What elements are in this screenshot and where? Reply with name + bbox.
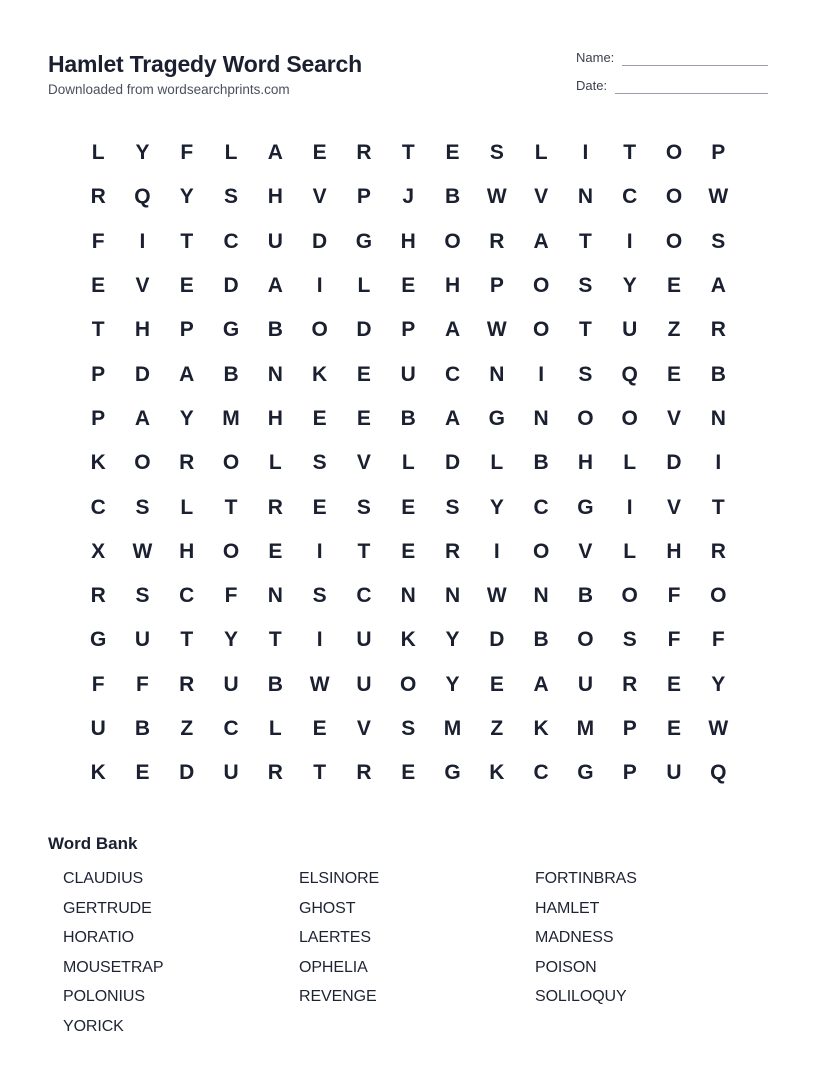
- grid-letter: U: [223, 761, 239, 785]
- grid-letter: M: [443, 717, 462, 740]
- word-bank-title: Word Bank: [48, 834, 138, 853]
- grid-letter: S: [489, 141, 504, 165]
- grid-letter: K: [400, 628, 416, 652]
- word-bank-item: FORTINBRAS: [535, 870, 637, 887]
- grid-letter: O: [710, 584, 727, 608]
- grid-letter: O: [134, 451, 151, 475]
- grid-letter: E: [312, 141, 327, 165]
- grid-letter: P: [356, 185, 371, 209]
- word-bank-item: POISON: [535, 958, 597, 976]
- word-bank-item: ELSINORE: [299, 870, 380, 887]
- grid-letter: W: [486, 318, 507, 342]
- grid-letter: O: [621, 406, 638, 430]
- grid-letter: S: [312, 451, 327, 475]
- word-bank-item: CLAUDIUS: [63, 870, 144, 887]
- grid-letter: R: [90, 185, 106, 209]
- grid-letter: N: [267, 584, 283, 608]
- grid-letter: O: [532, 318, 550, 342]
- grid-letter: E: [445, 141, 460, 165]
- name-field: [576, 50, 768, 66]
- grid-letter: U: [356, 672, 372, 696]
- word-bank-item: GHOST: [299, 899, 356, 917]
- grid-letter: S: [445, 495, 460, 519]
- grid-letter: R: [267, 761, 283, 785]
- grid-letter: W: [708, 717, 729, 740]
- grid-letter: U: [400, 362, 416, 386]
- word-bank-item: HORATIO: [63, 929, 135, 947]
- grid-letter: T: [579, 318, 592, 342]
- grid-letter: O: [621, 584, 638, 608]
- grid-letter: W: [708, 185, 729, 209]
- grid-letter: I: [139, 229, 146, 253]
- grid-letter: W: [486, 584, 507, 608]
- grid-letter: L: [623, 539, 637, 563]
- grid-letter: D: [444, 451, 461, 475]
- grid-letter: V: [667, 495, 682, 519]
- grid-letter: U: [356, 628, 372, 652]
- grid-letter: O: [532, 539, 550, 563]
- grid-letter: E: [667, 274, 682, 298]
- grid-letter: O: [444, 229, 461, 253]
- grid-letter: B: [267, 318, 283, 342]
- grid-letter: V: [356, 717, 371, 740]
- grid-letter: A: [533, 229, 549, 253]
- grid-letter: E: [489, 672, 504, 696]
- grid-letter: H: [577, 451, 593, 475]
- grid-letter: A: [179, 362, 195, 386]
- word-bank-item: MOUSETRAP: [63, 958, 164, 976]
- grid-letter: M: [576, 717, 595, 740]
- date-field: [576, 78, 768, 94]
- grid-letter: A: [444, 318, 461, 342]
- grid-letter: P: [91, 406, 106, 430]
- grid-letter: B: [223, 362, 239, 386]
- grid-letter: R: [489, 229, 505, 253]
- grid-letter: Q: [134, 185, 151, 209]
- grid-letter: L: [268, 451, 282, 475]
- grid-letter: F: [180, 141, 194, 165]
- grid-letter: B: [267, 672, 283, 696]
- grid-letter: N: [489, 362, 505, 386]
- grid-letter: D: [179, 761, 195, 785]
- grid-letter: A: [267, 274, 283, 298]
- grid-letter: O: [577, 628, 594, 652]
- grid-letter: A: [444, 406, 461, 430]
- grid-letter: I: [316, 539, 323, 563]
- grid-letter: X: [91, 539, 106, 563]
- grid-letter: Y: [622, 274, 637, 298]
- grid-letter: T: [224, 495, 238, 519]
- grid-letter: Z: [490, 717, 504, 740]
- grid-letter: S: [312, 584, 327, 608]
- grid-letter: Y: [135, 141, 150, 165]
- grid-letter: R: [710, 318, 726, 342]
- grid-letter: V: [312, 185, 327, 209]
- grid-letter: R: [179, 672, 195, 696]
- grid-letter: C: [444, 362, 461, 386]
- grid-letter: K: [312, 362, 328, 386]
- word-bank-item: GERTRUDE: [63, 899, 152, 917]
- grid-letter: C: [223, 717, 239, 740]
- grid-letter: A: [267, 141, 283, 165]
- grid-letter: G: [488, 406, 505, 430]
- word-bank-item: SOLILOQUY: [535, 988, 627, 1006]
- word-bank-item: LAERTES: [299, 929, 371, 947]
- grid-letter: N: [444, 584, 461, 608]
- grid-letter: L: [534, 141, 548, 165]
- grid-letter: S: [578, 362, 593, 386]
- grid-letter: N: [533, 406, 549, 430]
- grid-letter: H: [134, 318, 151, 342]
- grid-letter: O: [665, 141, 683, 165]
- grid-letter: G: [355, 229, 373, 253]
- grid-letter: F: [91, 229, 105, 253]
- page-title: Hamlet Tragedy Word Search: [48, 51, 362, 77]
- grid-letter: E: [268, 539, 283, 563]
- grid-letter: S: [622, 628, 637, 652]
- grid-letter: B: [710, 362, 726, 386]
- grid-letter: S: [356, 495, 371, 519]
- grid-letter: L: [401, 451, 415, 475]
- grid-letter: O: [665, 229, 683, 253]
- grid-letter: J: [402, 185, 415, 209]
- grid-letter: C: [179, 584, 195, 608]
- grid-letter: G: [444, 761, 461, 785]
- grid-letter: I: [626, 495, 633, 519]
- grid-letter: F: [224, 584, 238, 608]
- grid-letter: A: [134, 406, 151, 430]
- grid-letter: D: [666, 451, 682, 475]
- word-bank-item: REVENGE: [299, 988, 377, 1006]
- grid-letter: V: [135, 274, 150, 298]
- grid-letter: O: [311, 318, 328, 342]
- grid-letter: E: [667, 362, 682, 386]
- grid-letter: Y: [445, 628, 460, 652]
- grid-letter: I: [538, 362, 545, 386]
- grid-letter: E: [401, 761, 416, 785]
- grid-letter: C: [90, 495, 106, 519]
- grid-letter: E: [667, 717, 682, 740]
- grid-letter: L: [490, 451, 504, 475]
- grid-letter: U: [90, 717, 106, 740]
- grid-letter: T: [401, 141, 415, 165]
- grid-letter: I: [316, 628, 323, 652]
- word-bank-item: MADNESS: [535, 929, 614, 947]
- grid-letter: S: [578, 274, 593, 298]
- grid-letter: U: [223, 672, 239, 696]
- grid-letter: R: [179, 451, 195, 475]
- grid-letter: W: [309, 672, 330, 696]
- grid-letter: U: [267, 229, 283, 253]
- grid-letter: C: [533, 761, 549, 785]
- grid-letter: D: [223, 274, 239, 298]
- grid-letter: O: [222, 451, 240, 475]
- grid-letter: Z: [180, 717, 194, 740]
- grid-letter: V: [356, 451, 371, 475]
- grid-letter: K: [533, 717, 549, 740]
- grid-letter: N: [533, 584, 549, 608]
- word-bank-item: YORICK: [63, 1017, 124, 1035]
- grid-letter: U: [622, 318, 638, 342]
- grid-letter: R: [710, 539, 726, 563]
- grid-letter: O: [222, 539, 240, 563]
- grid-letter: W: [486, 185, 507, 209]
- word-bank-item: HAMLET: [535, 899, 600, 917]
- grid-letter: E: [312, 406, 327, 430]
- grid-letter: R: [622, 672, 638, 696]
- grid-letter: Y: [711, 672, 726, 696]
- word-bank-item: OPHELIA: [299, 958, 368, 976]
- grid-letter: N: [400, 584, 416, 608]
- grid-letter: E: [91, 274, 106, 298]
- student-fields: [576, 50, 768, 106]
- grid-letter: C: [533, 495, 549, 519]
- grid-letter: Z: [667, 318, 681, 342]
- grid-letter: S: [711, 229, 726, 253]
- grid-letter: T: [357, 539, 371, 563]
- grid-letter: R: [90, 584, 106, 608]
- grid-letter: T: [579, 229, 592, 253]
- name-line: [622, 53, 768, 66]
- grid-letter: T: [623, 141, 637, 165]
- grid-letter: P: [711, 141, 726, 165]
- grid-letter: Y: [489, 495, 504, 519]
- grid-letter: P: [91, 362, 106, 386]
- grid-letter: N: [577, 185, 593, 209]
- grid-letter: V: [667, 406, 682, 430]
- grid-letter: K: [90, 761, 106, 785]
- grid-letter: E: [356, 362, 371, 386]
- grid-letter: F: [711, 628, 725, 652]
- grid-letter: S: [224, 185, 239, 209]
- grid-letter: O: [577, 406, 594, 430]
- grid-letter: I: [715, 451, 722, 475]
- grid-letter: S: [135, 584, 150, 608]
- grid-letter: Q: [621, 362, 638, 386]
- grid-letter: L: [623, 451, 637, 475]
- date-line: [615, 81, 768, 94]
- grid-letter: T: [268, 628, 282, 652]
- grid-letter: E: [667, 672, 682, 696]
- grid-letter: C: [356, 584, 372, 608]
- grid-letter: T: [180, 229, 194, 253]
- grid-letter: Y: [179, 185, 194, 209]
- grid-letter: E: [356, 406, 371, 430]
- grid-letter: R: [356, 761, 372, 785]
- grid-letter: P: [179, 318, 194, 342]
- grid-letter: E: [401, 495, 416, 519]
- grid-letter: T: [91, 318, 105, 342]
- grid-letter: N: [267, 362, 283, 386]
- grid-letter: T: [313, 761, 327, 785]
- grid-letter: C: [223, 229, 239, 253]
- grid-letter: U: [577, 672, 593, 696]
- grid-letter: L: [91, 141, 105, 165]
- grid-letter: E: [312, 495, 327, 519]
- grid-letter: A: [533, 672, 549, 696]
- grid-letter: B: [444, 185, 461, 209]
- grid-letter: E: [401, 274, 416, 298]
- word-bank-item: POLONIUS: [63, 988, 145, 1006]
- grid-letter: E: [312, 717, 327, 740]
- grid-letter: U: [134, 628, 151, 652]
- grid-letter: E: [135, 761, 150, 785]
- grid-letter: M: [222, 406, 240, 430]
- grid-letter: T: [711, 495, 725, 519]
- grid-letter: R: [356, 141, 372, 165]
- grid-letter: S: [401, 717, 416, 740]
- grid-letter: P: [622, 761, 637, 785]
- grid-letter: H: [179, 539, 195, 563]
- grid-letter: D: [312, 229, 328, 253]
- grid-letter: Q: [710, 761, 727, 785]
- grid-letter: D: [356, 318, 372, 342]
- grid-letter: B: [533, 451, 549, 475]
- grid-letter: Y: [445, 672, 460, 696]
- grid-letter: V: [534, 185, 549, 209]
- grid-letter: O: [532, 274, 550, 298]
- grid-letter: E: [401, 539, 416, 563]
- grid-letter: B: [134, 717, 151, 740]
- grid-letter: T: [180, 628, 194, 652]
- grid-letter: G: [577, 761, 594, 785]
- grid-letter: E: [179, 274, 194, 298]
- grid-letter: O: [400, 672, 417, 696]
- grid-letter: I: [582, 141, 589, 165]
- grid-letter: L: [224, 141, 238, 165]
- grid-letter: L: [180, 495, 194, 519]
- grid-letter: I: [493, 539, 500, 563]
- date-label: Date:: [576, 78, 608, 93]
- grid-letter: K: [90, 451, 106, 475]
- grid-letter: G: [222, 318, 240, 342]
- grid-letter: D: [489, 628, 505, 652]
- grid-letter: F: [667, 584, 681, 608]
- grid-letter: U: [666, 761, 682, 785]
- word-bank: [63, 868, 773, 1046]
- grid-letter: L: [268, 717, 282, 740]
- grid-letter: G: [577, 495, 594, 519]
- grid-letter: I: [316, 274, 323, 298]
- name-label: Name:: [576, 50, 615, 65]
- grid-letter: C: [622, 185, 638, 209]
- page-subtitle: Downloaded from wordsearchprints.com: [48, 82, 290, 97]
- grid-letter: R: [267, 495, 283, 519]
- grid-letter: K: [489, 761, 505, 785]
- grid-letter: G: [89, 628, 107, 652]
- grid-letter: Y: [179, 406, 194, 430]
- letter-grid: [76, 131, 740, 795]
- grid-letter: P: [489, 274, 504, 298]
- grid-letter: Y: [224, 628, 239, 652]
- grid-letter: I: [626, 229, 633, 253]
- grid-letter: F: [91, 672, 105, 696]
- grid-letter: H: [400, 229, 416, 253]
- grid-letter: W: [132, 539, 153, 563]
- page-header: [48, 50, 362, 98]
- grid-letter: A: [710, 274, 726, 298]
- grid-letter: B: [533, 628, 549, 652]
- grid-letter: B: [400, 406, 416, 430]
- grid-letter: H: [444, 274, 461, 298]
- grid-letter: D: [134, 362, 151, 386]
- grid-letter: H: [267, 185, 283, 209]
- grid-letter: P: [622, 717, 637, 740]
- grid-letter: N: [710, 406, 726, 430]
- grid-letter: O: [665, 185, 683, 209]
- grid-letter: S: [135, 495, 150, 519]
- grid-letter: L: [357, 274, 371, 298]
- grid-letter: R: [444, 539, 461, 563]
- grid-letter: F: [136, 672, 149, 696]
- grid-letter: V: [578, 539, 593, 563]
- grid-letter: F: [667, 628, 681, 652]
- grid-letter: B: [577, 584, 593, 608]
- grid-letter: H: [666, 539, 682, 563]
- grid-letter: H: [267, 406, 283, 430]
- grid-letter: P: [401, 318, 416, 342]
